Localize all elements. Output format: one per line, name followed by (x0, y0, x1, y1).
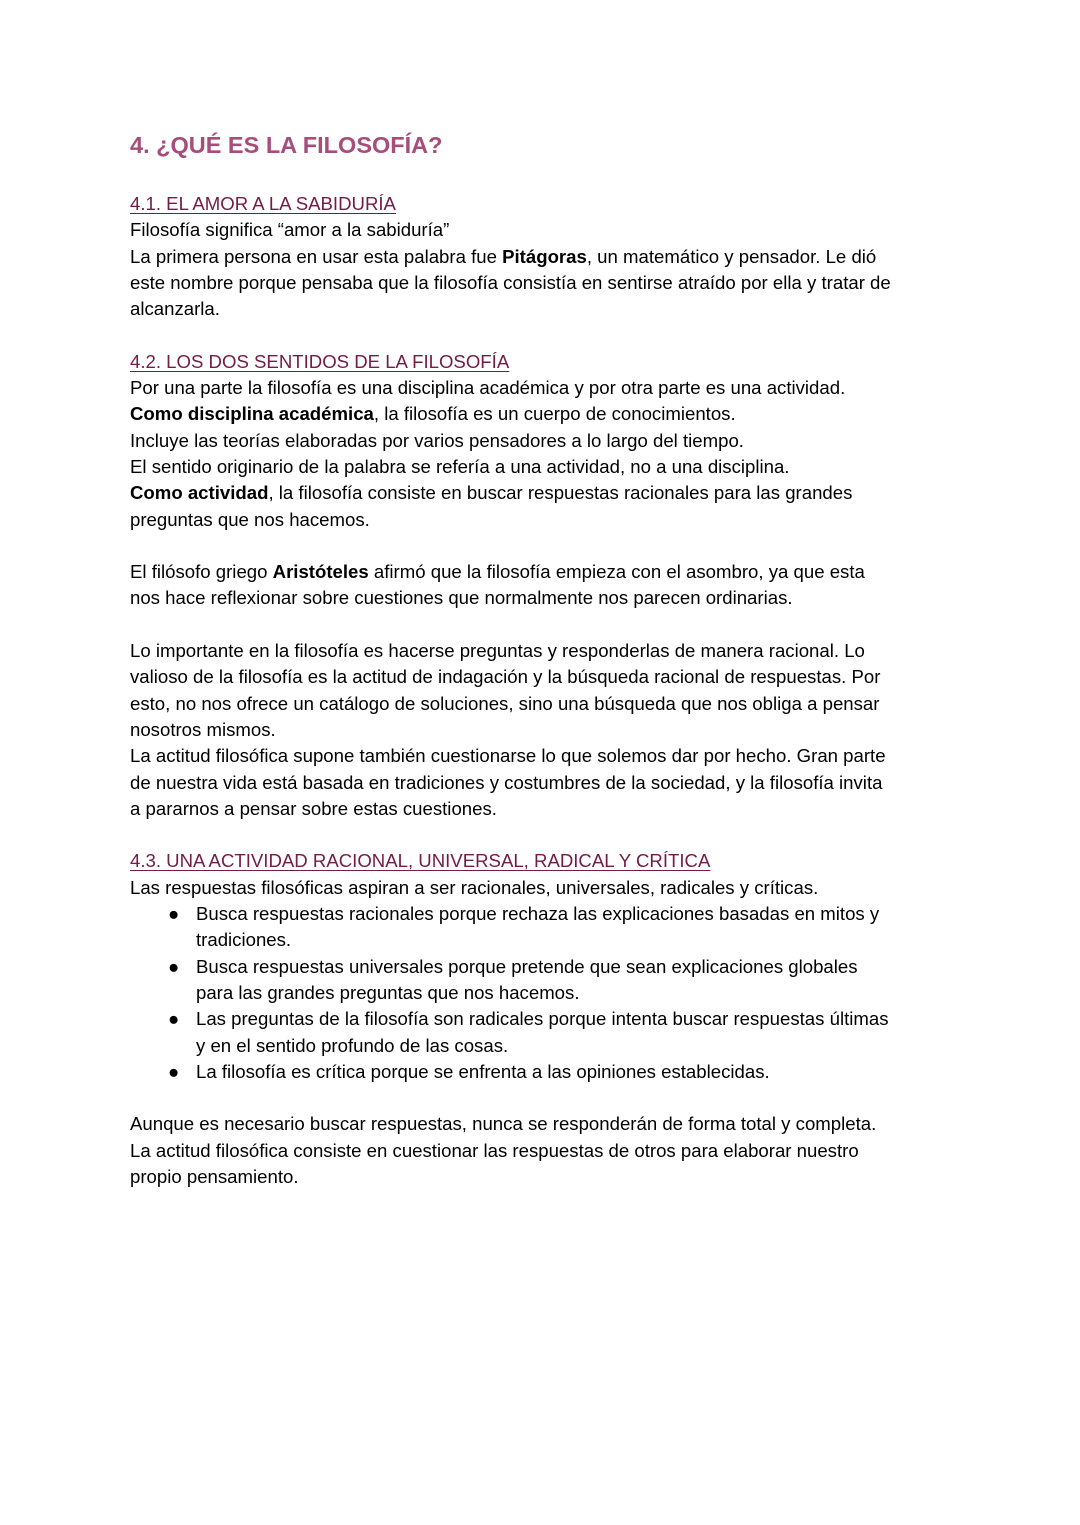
text-line (130, 244, 970, 270)
text-segment: Las preguntas de la filosofía son radicales porque intenta buscar respuestas últimas (196, 1008, 889, 1030)
text-line (130, 1033, 970, 1059)
text-line (130, 507, 970, 533)
text-segment: Por una parte la filosofía es una disciplina académica y por otra parte es una actividad. (130, 377, 846, 399)
list-item (130, 1059, 970, 1085)
text-segment: , un matemático y pensador. Le dió (586, 245, 877, 267)
text-line (130, 980, 970, 1006)
text-segment: Filosofía significa “amor a la sabiduría” (130, 219, 450, 241)
text-segment: nosotros mismos. (130, 718, 276, 740)
bold-text: Pitágoras (502, 245, 587, 267)
text-line (130, 691, 970, 717)
blank-line (130, 612, 970, 638)
text-segment: La primera persona en usar esta palabra fue (130, 245, 503, 267)
text-segment: afirmó que la filosofía empieza con el asombro, ya que esta (368, 561, 865, 583)
text-segment: 4.1. EL AMOR A LA SABIDURÍA (130, 193, 396, 214)
text-line (130, 1164, 970, 1190)
text-segment: La actitud filosófica consiste en cuestionar las respuestas de otros para elaborar nuestro (130, 1139, 859, 1161)
text-segment: Busca respuestas racionales porque rechaza las explicaciones basadas en mitos y (196, 903, 880, 925)
text-line (130, 717, 970, 743)
section-heading (130, 349, 970, 375)
text-segment: Lo importante en la filosofía es hacerse preguntas y responderlas de manera racional. Lo (130, 640, 865, 662)
text-segment: propio pensamiento. (130, 1165, 299, 1187)
text-line (130, 480, 970, 506)
bullet-icon: ● (168, 903, 180, 925)
text-segment: El sentido originario de la palabra se refería a una actividad, no a una disciplina. (130, 455, 790, 477)
text-segment: de nuestra vida está basada en tradiciones y costumbres de la sociedad, y la filosofía invita (130, 771, 883, 793)
list-item (130, 954, 970, 980)
blank-line (130, 822, 970, 848)
page-title: 4. ¿QUÉ ES LA FILOSOFÍA? (130, 132, 443, 158)
text-line (130, 454, 970, 480)
text-segment: Las respuestas filosóficas aspiran a ser racionales, universales, radicales y críticas. (130, 876, 819, 898)
text-segment: preguntas que nos hacemos. (130, 508, 370, 530)
text-segment: este nombre porque pensaba que la filosofía consistía en sentirse atraído por ella y tratar de (130, 271, 891, 293)
bullet-icon: ● (168, 1060, 180, 1082)
text-segment: para las grandes preguntas que nos hacemos. (196, 981, 580, 1003)
text-line (130, 270, 970, 296)
text-segment: a pararnos a pensar sobre estas cuestiones. (130, 797, 497, 819)
text-line (130, 401, 970, 427)
text-segment: valioso de la filosofía es la actitud de indagación y la búsqueda racional de respuestas. Por (130, 666, 881, 688)
text-segment: Incluye las teorías elaboradas por varios pensadores a lo largo del tiempo. (130, 429, 744, 451)
text-segment: 4.3. UNA ACTIVIDAD RACIONAL, UNIVERSAL, RADICAL Y CRÍTICA (130, 850, 711, 872)
text-segment: La actitud filosófica supone también cuestionarse lo que solemos dar por hecho. Gran parte (130, 745, 886, 767)
text-line (130, 1111, 970, 1137)
blank-line (130, 322, 970, 348)
text-segment: El filósofo griego (130, 561, 273, 583)
text-line (130, 217, 970, 243)
bold-text: Como disciplina académica (130, 403, 374, 425)
text-line (130, 585, 970, 611)
section-heading (130, 191, 970, 217)
text-line (130, 559, 970, 585)
text-segment: y en el sentido profundo de las cosas. (196, 1034, 509, 1056)
blank-line (130, 533, 970, 559)
text-segment: tradiciones. (196, 929, 292, 951)
bullet-icon: ● (168, 1008, 180, 1030)
bullet-icon: ● (168, 955, 180, 977)
text-segment: esto, no nos ofrece un catálogo de soluciones, sino una búsqueda que nos obliga a pensar (130, 692, 880, 714)
list-item (130, 1006, 970, 1032)
text-line (130, 927, 970, 953)
document-body (130, 191, 970, 1190)
text-segment: Busca respuestas universales porque pretende que sean explicaciones globales (196, 955, 858, 977)
text-line (130, 375, 970, 401)
blank-line (130, 1085, 970, 1111)
text-line (130, 428, 970, 454)
text-line (130, 875, 970, 901)
text-line (130, 1138, 970, 1164)
text-line (130, 796, 970, 822)
text-segment: nos hace reflexionar sobre cuestiones que normalmente nos parecen ordinarias. (130, 587, 793, 609)
bold-text: Como actividad (130, 482, 269, 504)
text-line (130, 296, 970, 322)
text-segment: 4.2. LOS DOS SENTIDOS DE LA FILOSOFÍA (130, 350, 510, 372)
text-line (130, 664, 970, 690)
text-line (130, 638, 970, 664)
text-segment: , la filosofía es un cuerpo de conocimientos. (373, 403, 736, 425)
bold-text: Aristóteles (272, 561, 369, 583)
list-item (130, 901, 970, 927)
text-segment: Aunque es necesario buscar respuestas, nunca se responderán de forma total y completa. (130, 1113, 877, 1135)
text-segment: , la filosofía consiste en buscar respuestas racionales para las grandes (268, 482, 853, 504)
text-segment: alcanzarla. (130, 298, 220, 320)
section-heading (130, 848, 970, 874)
text-line (130, 770, 970, 796)
text-line (130, 743, 970, 769)
text-segment: La filosofía es crítica porque se enfrenta a las opiniones establecidas. (196, 1060, 770, 1082)
